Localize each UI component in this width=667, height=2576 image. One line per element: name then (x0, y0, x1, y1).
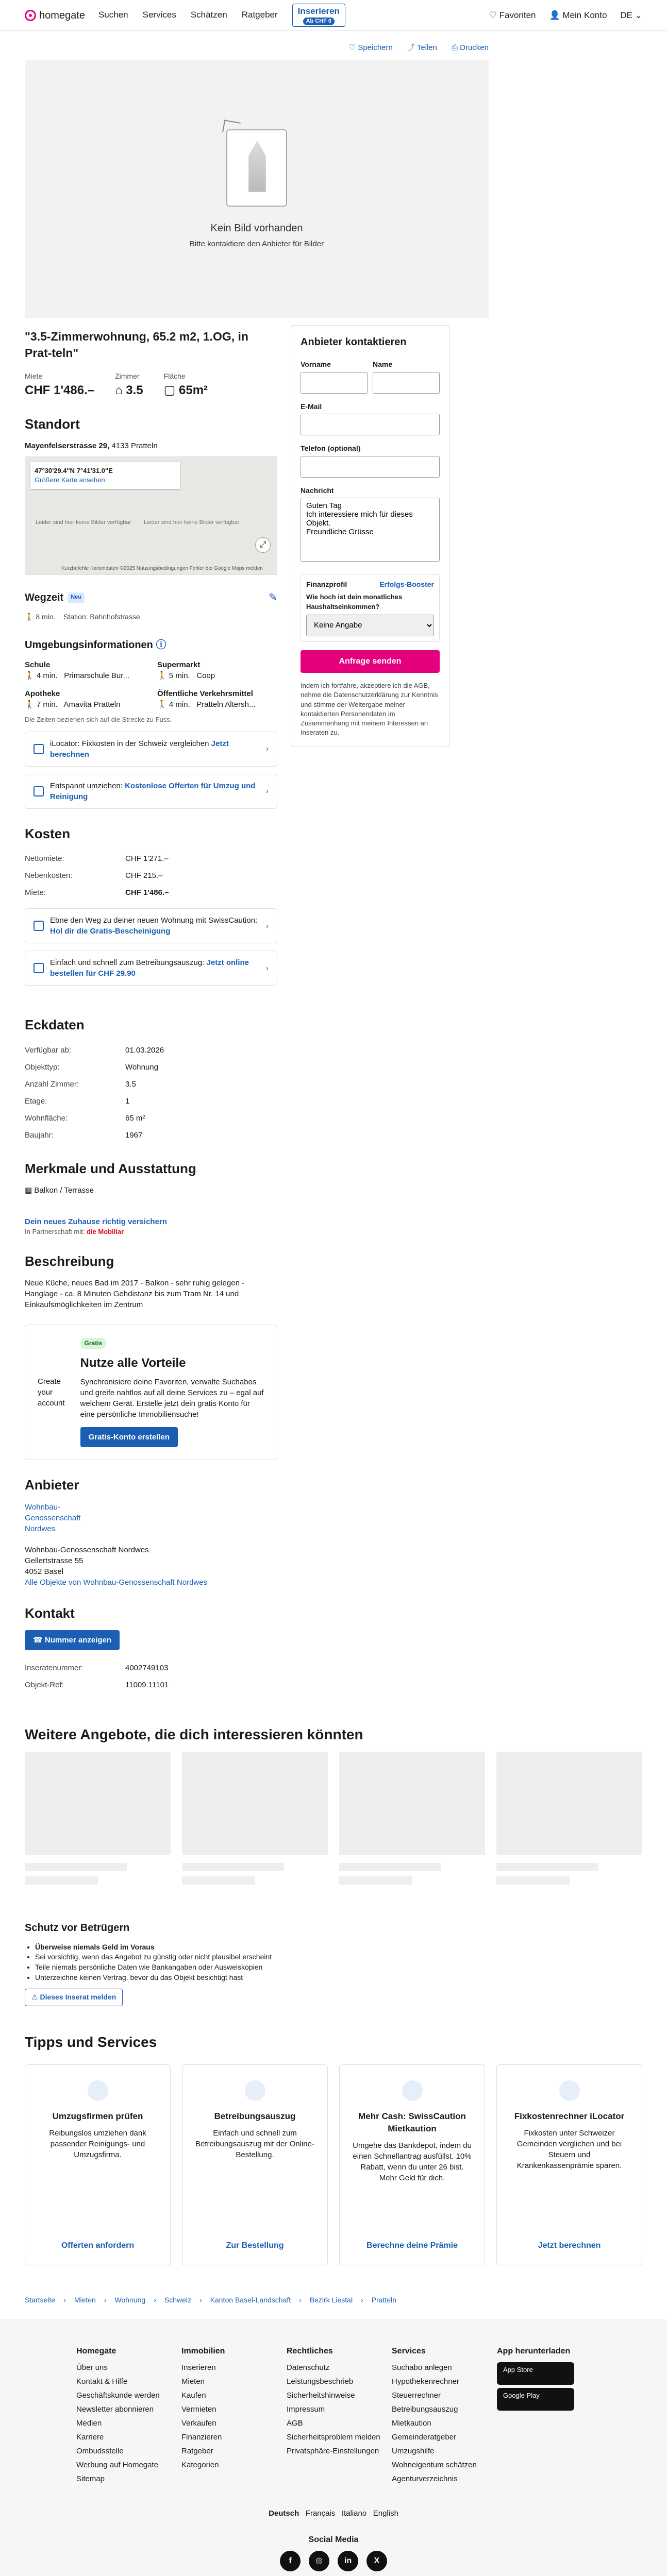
truck-icon (34, 786, 44, 796)
top-nav (0, 0, 667, 31)
share-bar (25, 31, 489, 60)
google-play-button[interactable]: Google Play (497, 2388, 574, 2411)
provider-heading: Anbieter (25, 1477, 79, 1493)
costs-heading: Kosten (25, 825, 71, 841)
balcony-icon: ▦ (25, 1185, 35, 1195)
heart-icon: ♡ (489, 10, 499, 20)
document-check-icon (34, 963, 44, 973)
description-heading: Beschreibung (25, 1253, 114, 1269)
x-icon[interactable]: X (366, 2551, 387, 2571)
box-icon (88, 2080, 108, 2101)
logo[interactable]: homegate (25, 8, 85, 23)
send-request-button[interactable]: Anfrage senden (301, 650, 440, 673)
nav-services[interactable]: Services (142, 10, 176, 20)
income-select[interactable] (306, 615, 434, 636)
details-table: Verfügbar ab: 01.03.2026 Objekttyp: Wohnung Anzahl Zimmer: 3.5 Etage: 1 Wohnfläche: 65 m² Baujahr: 1967 (25, 1045, 164, 1140)
language-links: Deutsch Français Italiano English (269, 2509, 398, 2518)
contact-form: Anbieter kontaktieren Vorname Name E-Mail Telefon (optional) Nachricht Guten Tag Ich interessiere mich für dieses Objekt. Freundliche Grüsse Finanzprofil Erfolgs-Booster Wie hoch ist dein monatliches Haushaltseinkommen? Keine Angabe Anfrage senden Indem ich fortfahre, akzeptiere ich die AGB, nehme die Datenschutzerklärung zur Kenntnis und stimme der Weitergabe meiner kontaktierten Personendaten im Zusammenhang mit meinem Interessen an Inseraten zu. (291, 325, 449, 747)
no-image-title: Kein Bild vorhanden (210, 222, 303, 234)
bigger-map-link[interactable]: Größere Karte ansehen (35, 476, 105, 484)
contact-column (291, 318, 449, 1693)
mobiliar-logo: die Mobiliar (86, 1227, 124, 1235)
logo-icon (25, 10, 36, 21)
contact-heading: Kontakt (25, 1605, 75, 1621)
env-grid: Schule 🚶 4 min. Primarschule Bur... Supermarkt 🚶 5 min. Coop Apotheke 🚶 7 min. Amavita Pratteln Öffentliche Verkehrsmittel 🚶 4 min. Pratteln Altersh... (25, 660, 256, 709)
env-heading: Umgebungsinformationen ⓘ (25, 639, 166, 651)
no-image-icon (226, 129, 287, 207)
description-text: Neue Küche, neues Bad im 2017 - Balkon - sehr ruhig gelegen - Hanglage - ca. 8 Minuten Gehdistanz bis zum Tram Nr. 14 und Einkaufsmöglichkeiten im Zentrum (25, 1279, 245, 1310)
show-number-button[interactable]: ☎ Nummer anzeigen (25, 1630, 120, 1650)
address: Mayenfelserstrasse 29, 4133 Pratteln (25, 441, 158, 450)
house-icon (559, 2080, 580, 2101)
details-heading: Eckdaten (25, 1017, 85, 1033)
tip-link[interactable]: Zur Bestellung (226, 2241, 284, 2250)
map-fullscreen-icon[interactable]: ⤢ (255, 537, 271, 553)
tip-link[interactable]: Offerten anfordern (61, 2241, 135, 2250)
facebook-icon[interactable]: f (280, 2551, 301, 2571)
tips-heading: Tipps und Services (25, 2033, 157, 2050)
feature-balcony: ▦ Balkon / Terrasse (25, 1185, 94, 1195)
instagram-icon[interactable]: ◎ (309, 2551, 329, 2571)
print-button[interactable]: ⎙ Drucken (451, 43, 489, 52)
nav-schaetzen[interactable]: Schätzen (190, 10, 227, 20)
location-heading: Standort (25, 416, 80, 432)
report-button[interactable]: ⚠ Dieses Inserat melden (25, 1989, 123, 2006)
more-listings (25, 1752, 643, 1885)
tip-link[interactable]: Jetzt berechnen (538, 2241, 601, 2250)
app-store-button[interactable]: App Store (497, 2362, 574, 2385)
listing-title: "3.5-Zimmerwohnung, 65.2 m2, 1.OG, in Prat-teln" (25, 330, 248, 360)
promo-moving[interactable]: Entspannt umziehen: Kostenlose Offerten für Umzug und Reinigung › (25, 774, 277, 809)
promo-swisscaution[interactable]: Ebne den Weg zu deiner neuen Wohnung mit SwissCaution: Hol dir die Gratis-Bescheinigung › (25, 908, 277, 943)
tip-card: Betreibungsauszug Einfach und schnell zum Betreibungsauszug mit der Online-Bestellung. Zur Bestellung (182, 2064, 328, 2265)
provider-logo[interactable]: Wohnbau-Genossenschaft Nordwes (25, 1502, 81, 1533)
fraud-heading: Schutz vor Betrügern (25, 1922, 130, 1934)
social-links: Social Media f ◎ in X (0, 2534, 667, 2576)
key-facts: Miete CHF 1'486.– Zimmer ⌂ 3.5 Fläche ▢ 65m² (25, 371, 277, 399)
last-name-input[interactable] (373, 372, 440, 394)
features-heading: Merkmale und Ausstattung (25, 1160, 196, 1176)
route-heading: Wegzeit Neu ✎ (25, 590, 277, 605)
account-card: Create your account Gratis Nutze alle Vorteile Synchronisiere deine Favoriten, verwalte Suchabos und greife nahtlos auf all deine Services zu – egal auf welchem Gerät. Erstelle jetzt dein gratis Konto für eine persönliche Immobiliensuche! Gratis-Konto erstellen (25, 1325, 277, 1460)
first-name-input[interactable] (301, 372, 368, 394)
edit-icon[interactable]: ✎ (269, 591, 277, 603)
content-column: "3.5-Zimmerwohnung, 65.2 m2, 1.OG, in Prat-teln" Miete CHF 1'486.– Zimmer ⌂ 3.5 Fläche ▢ 65m² Standort Mayenfelserstrasse 29, 4133 Pratteln 47°30'29.4"N 7°41'31.0"E Größere Karte ansehen Leider sind hier keine Bilder verfügbar Leider sind hier keine Bilder verfügbar ⤢ Kurzbefehle Kartendaten ©2025 Nutzungsbedingungen Fehler bei Google Maps melden Wegzeit Neu ✎ 🚶 8 min. Station: Bahnhofstrasse Umgebungsinformationen ⓘ Schule 🚶 4 min. Primarschule Bur... Supermarkt 🚶 5 min. Coop Apotheke 🚶 7 min. Amavita Pratteln Öffentliche Verkehrsmittel 🚶 4 min. Pratteln Altersh... Die Zeiten beziehen sich auf die Strecke zu Fuss. iLocator: Fixkosten in der Schweiz vergleichen Jetzt berechnen › Entspannt umziehen: Kostenlose Offerten für Umzug und Reinigung › Kosten Nettomiete: CHF 1'271.– Nebenkosten: CHF 215.– Miete: CHF 1'486.– Ebne den Weg zu deiner neuen Wohnung mit SwissCaution: Hol dir die Gratis-Bescheinigung › Einfach und schnell zum Betreibungsauszug: Jetzt online bestellen für CHF 29.90 › Eckdaten Verfügbar ab: 01.03.2026 Objekttyp: Wohnung Anzahl Zimmer: 3.5 Etage: 1 Wohnfläche: 65 m² Baujahr: 1967 Merkmale und Ausstattung ▦ Balkon / Terrasse Dein neues Zuhause richtig versichern In Partnerschaft mit: die Mobiliar Beschreibung Neue Küche, neues Bad im 2017 - Balkon - sehr ruhig gelegen - Hanglage - ca. 8 Minuten Gehdistanz bis zum Tram Nr. 14 und Einkaufsmöglichkeiten im Zentrum Create your account Gratis Nutze alle Vorteile Synchronisiere deine Favoriten, verwalte Suchabos und greife nahtlos auf all deine Services zu – egal auf welchem Gerät. Erstelle jetzt dein gratis Konto für eine persönliche Immobiliensuche! Gratis-Konto erstellen Anbieter Wohnbau-Genossenschaft Nordwes Wohnbau-Genossenschaft Nordwes Gellertstrasse 55 4052 Basel Alle Objekte von Wohnbau-Genossenschaft Nordwes Kontakt ☎ Nummer anzeigen Inseratenummer: 4002749103 Objekt-Ref: 11009.11101 (25, 318, 277, 1693)
share-button[interactable]: ⤴ Teilen (407, 43, 437, 52)
phone-input[interactable] (301, 456, 440, 478)
insurance-link[interactable]: Dein neues Zuhause richtig versichern (25, 1217, 167, 1226)
area-icon: ▢ (163, 383, 179, 397)
save-button[interactable]: ♡ Speichern (348, 43, 393, 52)
promo-betreibung[interactable]: Einfach und schnell zum Betreibungsauszug: Jetzt online bestellen für CHF 29.90 › (25, 951, 277, 986)
image-placeholder (25, 60, 489, 318)
document-icon (245, 2080, 265, 2101)
shield-icon (402, 2080, 423, 2101)
tips-cards (25, 2064, 643, 2265)
costs-table: Nettomiete: CHF 1'271.– Nebenkosten: CHF 215.– Miete: CHF 1'486.– (25, 854, 169, 897)
route-info: 🚶 8 min. Station: Bahnhofstrasse (25, 612, 140, 621)
document-icon (34, 921, 44, 931)
user-icon: 👤 (549, 10, 563, 20)
account-link[interactable]: 👤 Mein Konto (549, 10, 607, 20)
footer: Homegate Über uns Kontakt & Hilfe Geschäftskunde werden Newsletter abonnieren Medien Karriere Ombudsstelle Werbung auf Homegate Sitemap Immobilien Inserieren Mieten Kaufen Vermieten Verkaufen Finanzieren Ratgeber Kategorien Rechtliches Datenschutz Leistungsbeschrieb Sicherheitshinweise Impressum AGB Sicherheitsproblem melden Privatsphäre-Einstellungen Services Suchabo anlegen Hypothekenrechner Steuerrechner Betreibungsauszug Mietkaution Gemeinderatgeber Umzugshilfe Wohneigentum schätzen Agenturverzeichnis App herunterladen App Store Google Play Deutsch Français Italiano English Social Media f ◎ in X (0, 2319, 667, 2576)
nav-ratgeber[interactable]: Ratgeber (241, 10, 278, 20)
email-input[interactable] (301, 414, 440, 435)
linkedin-icon[interactable]: in (338, 2551, 358, 2571)
more-heading: Weitere Angebote, die dich interessieren könnten (25, 1726, 363, 1742)
breadcrumb: Startseite › Mieten › Wohnung › Schweiz › Kanton Basel-Landschaft › Bezirk Liestal › Pratteln (25, 2295, 396, 2304)
map[interactable]: 47°30'29.4"N 7°41'31.0"E Größere Karte ansehen Leider sind hier keine Bilder verfügbar Leider sind hier keine Bilder verfügbar ⤢ Kurzbefehle Kartendaten ©2025 Nutzungsbedingungen Fehler bei Google Maps melden (25, 456, 277, 575)
provider-all-link[interactable]: Alle Objekte von Wohnbau-Genossenschaft Nordwes (25, 1578, 208, 1587)
message-input[interactable] (301, 498, 440, 562)
rooms-icon: ⌂ (115, 383, 126, 397)
provider-address: Wohnbau-Genossenschaft Nordwes Gellertstrasse 55 4052 Basel (25, 1545, 149, 1576)
nav-suchen[interactable]: Suchen (98, 10, 128, 20)
language-select[interactable]: DE ⌄ (620, 10, 642, 20)
map-popup: 47°30'29.4"N 7°41'31.0"E Größere Karte ansehen (30, 462, 180, 489)
promo-ilocator[interactable]: iLocator: Fixkosten in der Schweiz vergleichen Jetzt berechnen › (25, 732, 277, 767)
calculator-icon (34, 744, 44, 754)
favorites-link[interactable]: ♡ Favoriten (489, 10, 536, 20)
info-icon: ⓘ (156, 639, 166, 651)
rent-value: CHF 1'486.– (25, 383, 95, 397)
no-image-text: Bitte kontaktiere den Anbieter für Bilder (189, 239, 324, 248)
tip-card: Mehr Cash: SwissCaution Mietkaution Umgehe das Bankdepot, indem du einen Schnellantrag ausfüllst. 10% Rabatt, wenn du unter 26 bist. Mehr Geld für dich. Berechne deine Prämie (339, 2064, 485, 2265)
tip-card: Fixkostenrechner iLocator Fixkosten unter Schweizer Gemeinden verglichen und bei Steuern und Krankenkassenprämie sparen. Jetzt berechnen (496, 2064, 642, 2265)
tip-link[interactable]: Berechne deine Prämie (366, 2241, 458, 2250)
ref-table: Inseratenummer: 4002749103 Objekt-Ref: 11009.11101 (25, 1663, 169, 1689)
create-account-button[interactable]: Gratis-Konto erstellen (80, 1427, 178, 1447)
tip-card: Umzugsfirmen prüfen Reibungslos umziehen dank passender Reinigungs- und Umzugsfirma. Offerten anfordern (25, 2064, 171, 2265)
insert-button[interactable]: Inserieren Ab CHF 0 (292, 4, 345, 27)
main-nav (98, 9, 292, 21)
finance-profile: Finanzprofil Erfolgs-Booster Wie hoch ist dein monatliches Haushaltseinkommen? Keine Angabe (301, 574, 440, 642)
fraud-list: • Überweise niemals Geld im Voraus • Sei vorsichtig, wenn das Angebot zu günstig oder nicht plausibel erscheint • Teile niemals persönliche Daten wie Bankangaben oder Ausweiskopien • Unterzeichne keinen Vertrag, bevor du das Objekt besichtigt hast (35, 1942, 643, 1982)
